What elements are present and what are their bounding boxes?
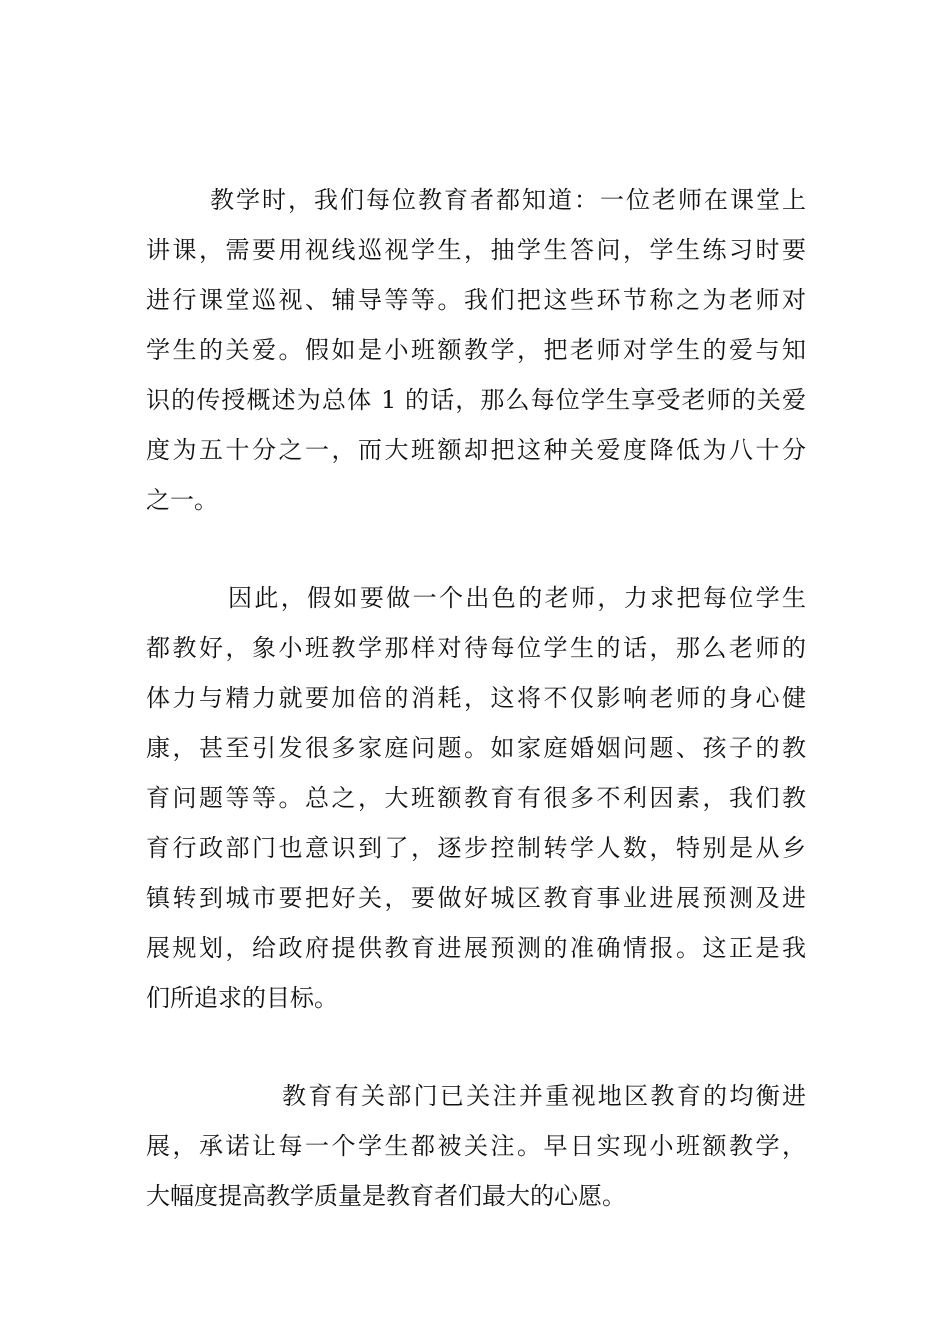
paragraph-line: 教育有关部门已关注并重视地区教育的均衡进 bbox=[282, 1082, 806, 1110]
paragraph-line: 育行政部门也意识到了，逐步控制转学人数，特别是从乡 bbox=[146, 834, 806, 862]
paragraph-line: 都教好，象小班教学那样对待每位学生的话，那么老师的 bbox=[146, 634, 806, 662]
paragraph-line: 们所追求的目标。 bbox=[146, 984, 338, 1012]
paragraph-line: 教学时，我们每位教育者都知道：一位老师在课堂上 bbox=[210, 186, 806, 214]
paragraph-line: 康，甚至引发很多家庭问题。如家庭婚姻问题、孩子的教 bbox=[146, 734, 806, 762]
paragraph-line: 进行课堂巡视、辅导等等。我们把这些环节称之为老师对 bbox=[146, 286, 806, 314]
paragraph-line: 镇转到城市要把好关，要做好城区教育事业进展预测及进 bbox=[146, 884, 806, 912]
paragraph-line: 展规划，给政府提供教育进展预测的准确情报。这正是我 bbox=[146, 934, 806, 962]
paragraph-line: 展，承诺让每一个学生都被关注。早日实现小班额教学， bbox=[146, 1132, 806, 1160]
paragraph-line: 体力与精力就要加倍的消耗，这将不仅影响老师的身心健 bbox=[146, 684, 806, 712]
paragraph-line: 识的传授概述为总体 1 的话，那么每位学生享受老师的关爱 bbox=[146, 386, 806, 414]
paragraph-line: 大幅度提高教学质量是教育者们最大的心愿。 bbox=[146, 1182, 626, 1210]
paragraph-line: 之一。 bbox=[146, 486, 218, 514]
paragraph-line: 育问题等等。总之，大班额教育有很多不利因素，我们教 bbox=[146, 784, 806, 812]
paragraph-line: 讲课，需要用视线巡视学生，抽学生答问，学生练习时要 bbox=[146, 236, 806, 264]
paragraph-line: 度为五十分之一，而大班额却把这种关爱度降低为八十分 bbox=[146, 436, 806, 464]
paragraph-line: 因此，假如要做一个出色的老师，力求把每位学生 bbox=[228, 584, 806, 612]
paragraph-line: 学生的关爱。假如是小班额教学，把老师对学生的爱与知 bbox=[146, 336, 806, 364]
